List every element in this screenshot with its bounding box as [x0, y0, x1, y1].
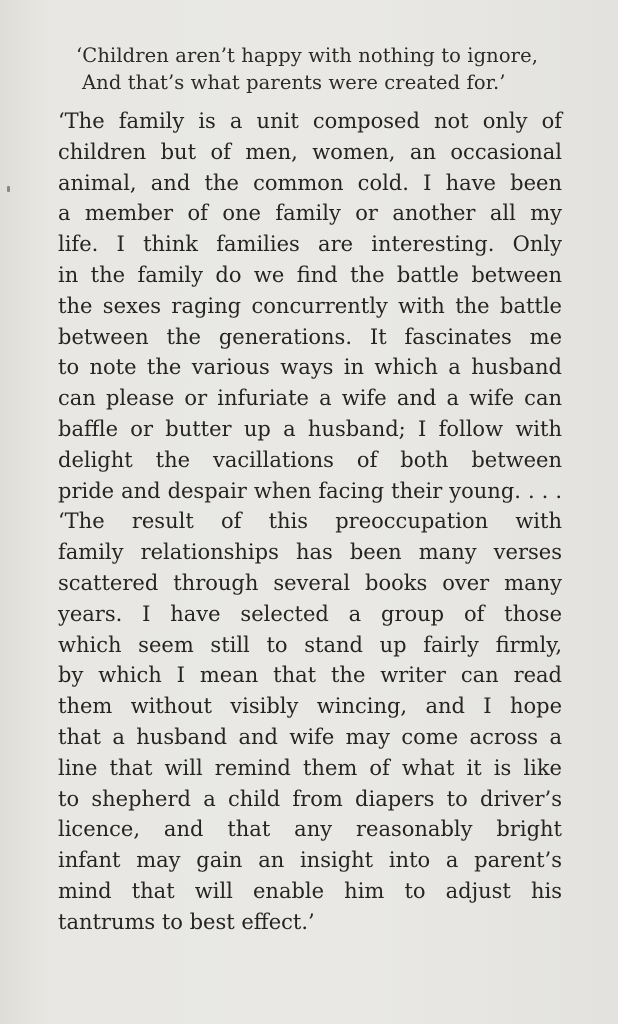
paragraph-1-line: animal, and the common cold. I have been [58, 170, 562, 195]
paragraph-1-line: baffle or butter up a husband; I follow with [58, 416, 562, 441]
paragraph-1-line: between the generations. It fascinates me [58, 324, 562, 349]
paragraph-2-line: years. I have selected a group of those [58, 601, 562, 626]
paragraph-2-line: licence, and that any reasonably bright [58, 817, 562, 842]
paragraph-1-line: a member of one family or another all my [58, 201, 562, 226]
paragraph-2-line: tantrums to best effect.’ [58, 909, 315, 934]
epigraph-line: ‘Children aren’t happy with nothing to ignore, [76, 44, 539, 67]
body-text [58, 106, 562, 938]
paragraph-1-line: ‘The family is a unit composed not only of [58, 109, 562, 133]
paragraph-2-line: ‘The result of this preoccupation with [58, 509, 562, 534]
epigraph-line: And that’s what parents were created for.’ [82, 71, 506, 94]
paragraph-1-line: delight the vacillations of both between [58, 447, 562, 472]
paragraph-2-line: line that will remind them of what it is like [58, 755, 562, 780]
paragraph-2-line: family relationships has been many verses [58, 540, 562, 565]
paragraph-1-line: can please or infuriate a wife and a wife can [58, 386, 562, 411]
paragraph-2-line: that a husband and wife may come across a [58, 724, 562, 749]
paragraph-2-line: them without visibly wincing, and I hope [58, 694, 562, 719]
paragraph-1-line: in the family do we find the battle between [58, 262, 562, 287]
paragraph-2-line: by which I mean that the writer can read [58, 663, 562, 688]
paragraph-1-line: pride and despair when facing their young. . . . [58, 478, 562, 503]
paragraph-2-line: infant may gain an insight into a parent’s [58, 848, 562, 873]
margin-mark [7, 186, 10, 192]
paragraph-1-line: the sexes raging concurrently with the battle [58, 293, 562, 318]
paragraph-1-line: life. I think families are interesting. Only [58, 232, 562, 257]
paragraph-2-line: mind that will enable him to adjust his [58, 878, 562, 903]
paragraph-2-line: to shepherd a child from diapers to driver’s [58, 786, 562, 811]
paragraph-2-line: which seem still to stand up fairly firmly, [58, 632, 562, 657]
paragraph-1-line: children but of men, women, an occasional [58, 139, 562, 164]
paragraph-1-line: to note the various ways in which a husband [58, 355, 562, 380]
epigraph [76, 42, 576, 96]
paragraph-2-line: scattered through several books over many [58, 570, 562, 595]
